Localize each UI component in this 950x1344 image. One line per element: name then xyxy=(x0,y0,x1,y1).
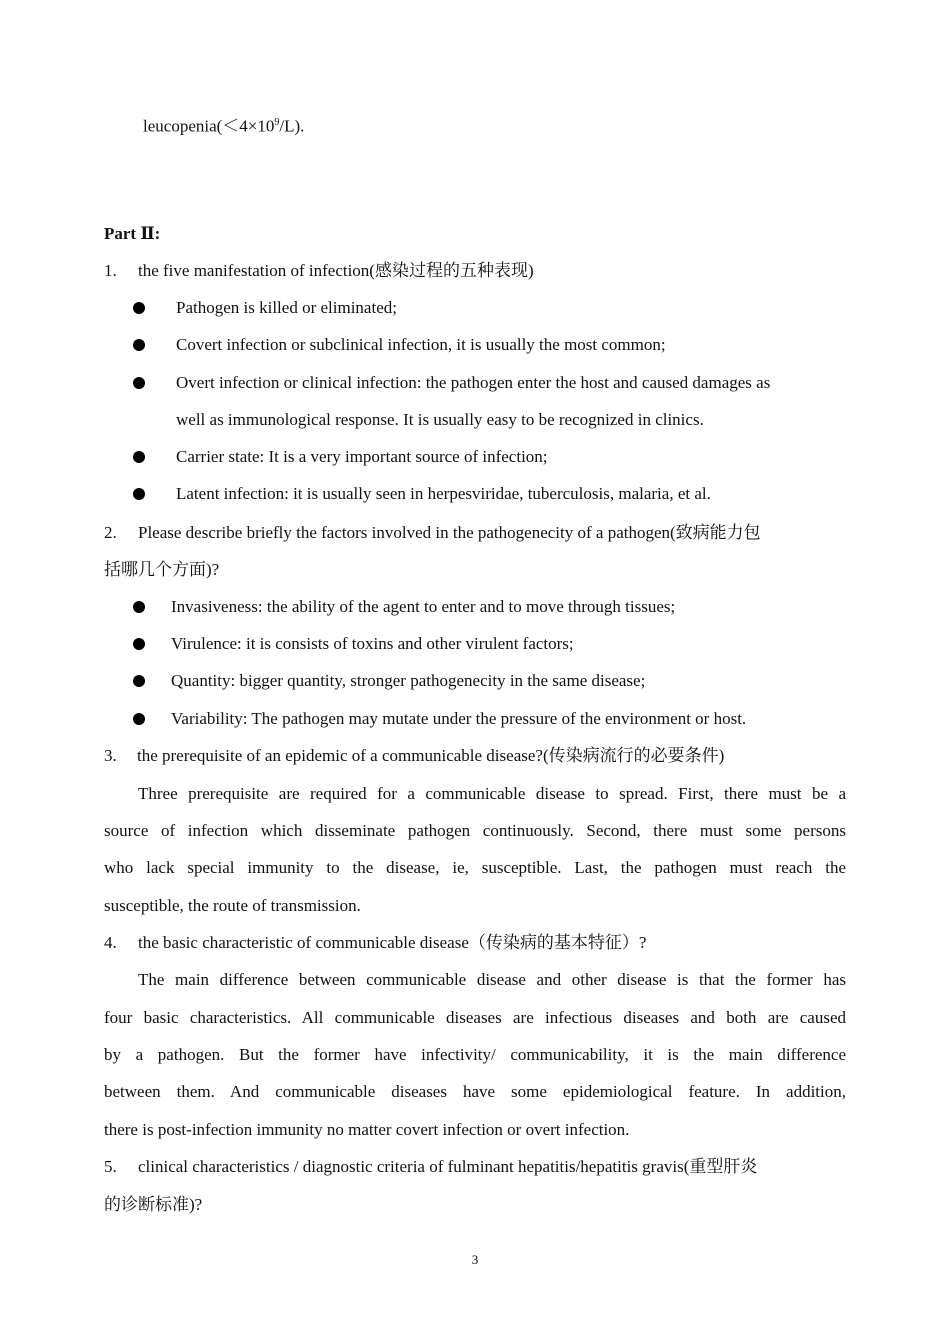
paragraph-line: by a pathogen. But the former have infectivity/ communicability, it is the main difference xyxy=(104,1045,846,1064)
question-5-title xyxy=(104,1156,846,1178)
question-5-title-cont: 的诊断标准)? xyxy=(104,1195,203,1214)
top-line xyxy=(143,112,846,138)
question-title-text: the five manifestation of infection(感染过程的五种表现) xyxy=(138,261,534,280)
question-number: 2. xyxy=(104,523,117,542)
question-2-title xyxy=(104,522,846,544)
bullet-icon xyxy=(133,601,145,613)
question-number: 1. xyxy=(104,261,117,280)
question-1-title xyxy=(104,260,846,282)
paragraph-line: there is post-infection immunity no matter covert infection or overt infection. xyxy=(104,1120,630,1139)
question-number: 4. xyxy=(104,933,117,952)
part-heading: Part Ⅱ: xyxy=(104,224,161,243)
bullet-icon xyxy=(133,638,145,650)
question-number: 3. xyxy=(104,746,117,765)
bullet-icon xyxy=(133,339,145,351)
question-title-text: the basic characteristic of communicable disease（传染病的基本特征）? xyxy=(138,933,647,952)
question-title-text: Please describe briefly the factors involved in the pathogenecity of a pathogen(致病能力包 xyxy=(138,523,761,542)
question-2-title-cont: 括哪几个方面)? xyxy=(104,560,220,579)
bullet-icon xyxy=(133,451,145,463)
bullet-icon xyxy=(133,675,145,687)
question-4-title xyxy=(104,932,846,954)
page-number: 3 xyxy=(471,1252,479,1267)
bullet-icon xyxy=(133,488,145,500)
paragraph-line: between them. And communicable diseases have some epidemiological feature. In addition, xyxy=(104,1082,846,1101)
paragraph-line: who lack special immunity to the disease, ie, susceptible. Last, the pathogen must reach the xyxy=(104,858,846,877)
bullet-icon xyxy=(133,302,145,314)
question-number: 5. xyxy=(104,1157,117,1176)
top-line-text: leucopenia(＜4×10 xyxy=(143,116,275,136)
paragraph-line: The main difference between communicable disease and other disease is that the former has xyxy=(138,970,846,989)
top-line-end: /L). xyxy=(279,116,305,136)
question-title-text: clinical characteristics / diagnostic criteria of fulminant hepatitis/hepatitis gravis(重型肝炎 xyxy=(138,1157,758,1176)
paragraph-line: source of infection which disseminate pathogen continuously. Second, there must some persons xyxy=(104,821,846,840)
bullet-icon xyxy=(133,713,145,725)
superscript-exponent: 9 xyxy=(274,117,280,128)
paragraph-line: Three prerequisite are required for a communicable disease to spread. First, there must be a xyxy=(138,784,846,803)
bullet-icon xyxy=(133,377,145,389)
document-page: $leucopenia(<4\times 10^9/L)$. Part Ⅱ: 1. the five manifestation of infection(感染过程的五种表现) Pathogen is killed or eliminated; Covert infection or subclinical infection, it is usually the most common; Overt infection or clinical infection: the pathogen enter the host and caused damages as well as immunological response. It is usually easy to be recognized in clinics. Carrier state: It is a very important source of infection; Latent infection: it is usually seen in herpesviridae, tuberculosis, malaria, et al. 2. Please describe briefly the factors involved in the pathogenecity of a pathogen(致病能力包 括哪几个方面)? Invasiveness: the ability of the agent to enter and to move through tissues; Virulence: it is consists of toxins and other virulent factors; Quantity: bigger quantity, stronger pathogenecity in the same disease; Variability: The pathogen may mutate under the pressure of the environment or host. 3. the prerequisite of an epidemic of a communicable disease?(传染病流行的必要条件) Three prerequisite are required for a communicable disease to spread. First, there must be a source of infection which disseminate pathogen continuously. Second, there must some persons who lack special immunity to the disease, ie, susceptible. Last, the pathogen must reach the susceptible, the route of transmission. 4. the basic characteristic of communicable disease（传染病的基本特征）? The main difference between communicable disease and other disease is that the former has four basic characteristics. All communicable diseases are infectious diseases and both are caused by a pathogen. But the former have infectivity/ communicability, it is the main difference between them. And communicable diseases have some epidemiological feature. In addition, there is post-infection immunity no matter covert infection or overt infection. 5. clinical characteristics / diagnostic criteria of fulminant hepatitis/hepatitis gravis(重型肝炎 的诊断标准)? 3 xyxy=(0,0,950,1344)
question-title-text: the prerequisite of an epidemic of a communicable disease?(传染病流行的必要条件) xyxy=(137,746,725,765)
paragraph-line: four basic characteristics. All communicable diseases are infectious diseases and both are caused xyxy=(104,1008,846,1027)
paragraph-line: susceptible, the route of transmission. xyxy=(104,896,361,915)
question-3-title xyxy=(104,745,846,767)
